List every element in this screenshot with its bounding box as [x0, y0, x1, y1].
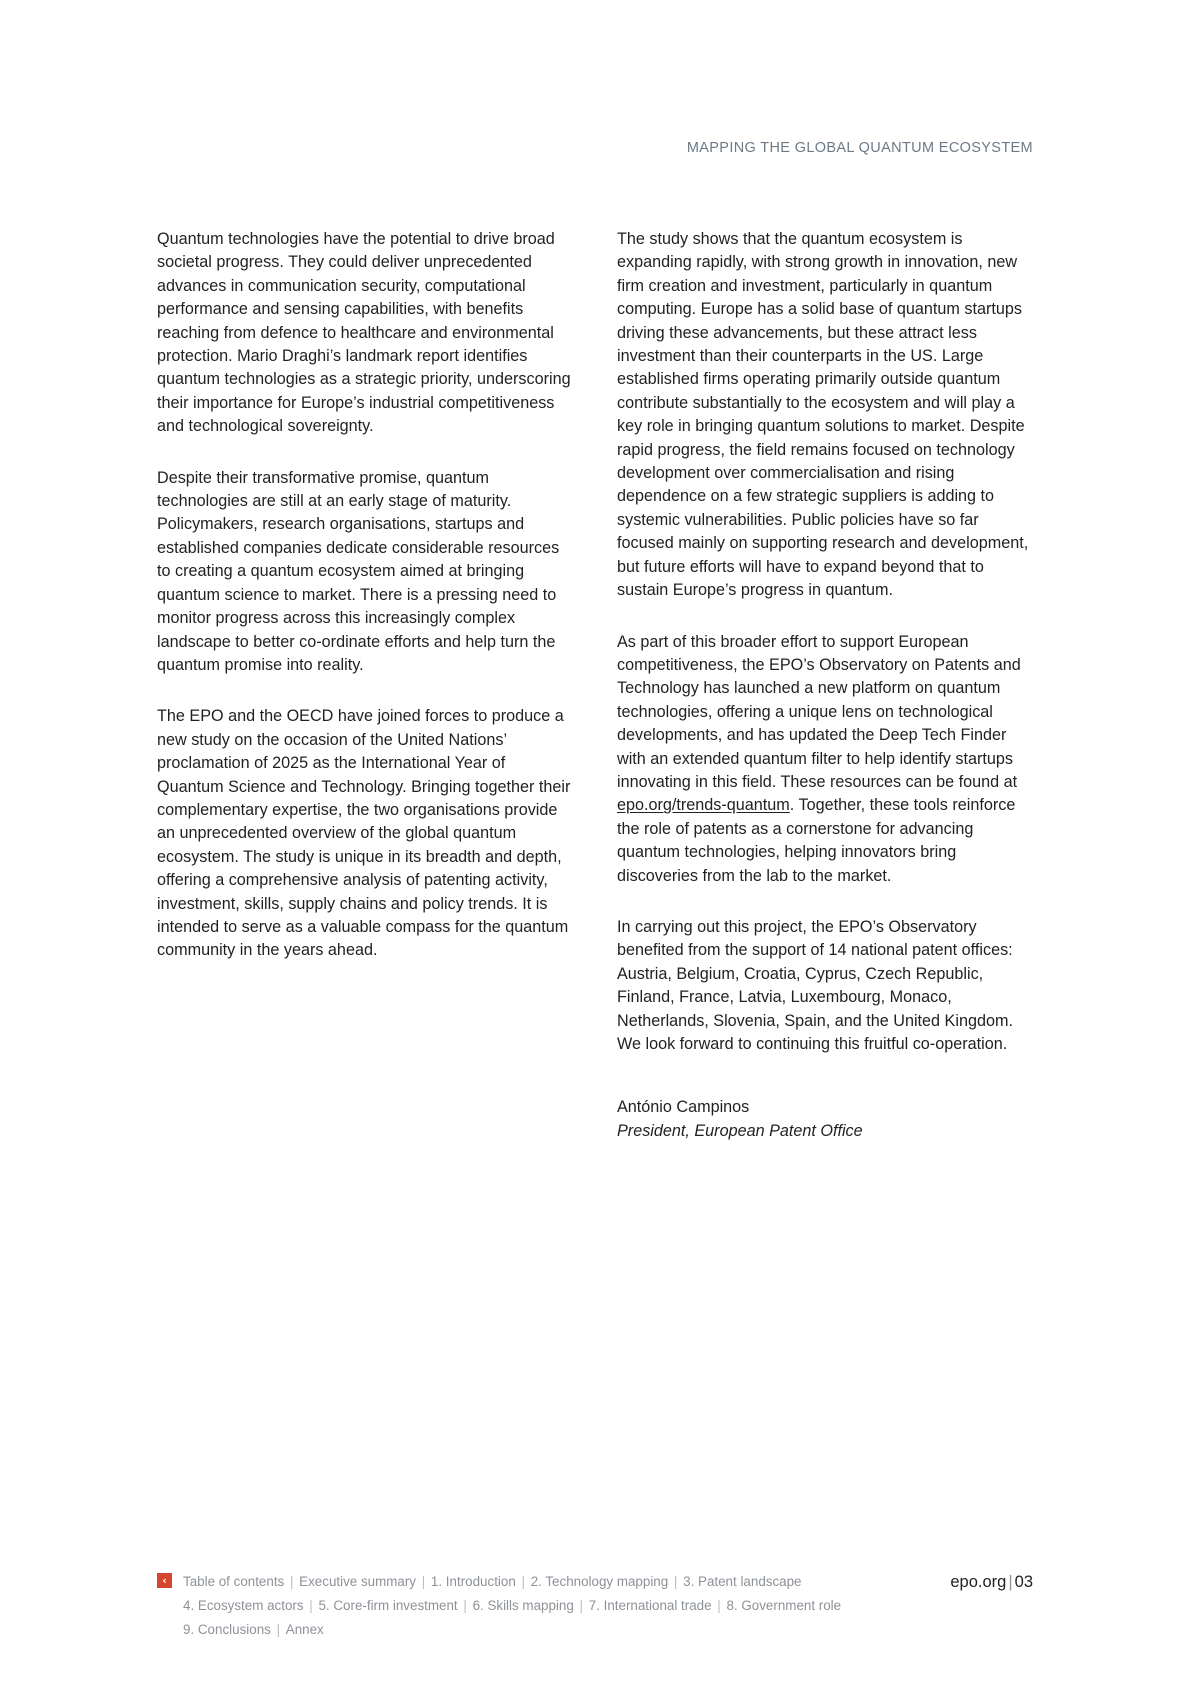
footer-nav-separator: | [305, 1598, 317, 1613]
footer-nav-separator: | [670, 1574, 682, 1589]
footer-nav-separator: | [272, 1622, 284, 1637]
body-columns [157, 228, 1033, 1143]
paragraph-text-after-link: . Together, these tools reinforce the role of patents as a cornerstone for advancing quantum technologies, helping innovators bring discoveries from the lab to the market. [617, 796, 1016, 885]
page-number: 03 [1014, 1573, 1033, 1591]
paragraph: Quantum technologies have the potential to drive broad societal progress. They could deliver unprecedented advances in communication security, computational performance and sensing capabilities, with benefits reaching from defence to healthcare and environmental protection. Mario Draghi’s landmark report identifies quantum technologies as a strategic priority, underscoring their importance for Europe’s industrial competitiveness and technological sovereignty. [157, 230, 571, 436]
footer-nav-item[interactable]: 4. Ecosystem actors [183, 1598, 304, 1613]
footer-nav-item[interactable]: 2. Technology mapping [530, 1574, 669, 1589]
paragraph: The study shows that the quantum ecosystem is expanding rapidly, with strong growth in innovation, new firm creation and investment, particularly in quantum computing. Europe has a solid base of quantum startups driving these advancements, but these attract less investment than their counterparts in the US. Large established firms operating primarily outside quantum contribute substantially to the ecosystem and will play a key role in bringing quantum solutions to market. Despite rapid progress, the field remains focused on technology development over commercialisation and rising dependence on a few strategic suppliers is adding to systemic vulnerabilities. Public policies have so far focused mainly on supporting research and development, but future efforts will have to expand beyond that to sustain Europe’s progress in quantum. [617, 230, 1029, 600]
footer-nav-item[interactable]: Annex [285, 1622, 324, 1637]
footer-meta [950, 1570, 1033, 1594]
footer-nav-item[interactable]: 7. International trade [588, 1598, 712, 1613]
running-header-title: MAPPING THE GLOBAL QUANTUM ECOSYSTEM [686, 140, 1033, 156]
chevron-left-icon[interactable]: ‹ [157, 1573, 172, 1588]
footer-nav-line-3 [157, 1618, 917, 1642]
left-column [157, 228, 573, 1143]
footer-nav-separator: | [418, 1574, 429, 1589]
page-footer [157, 1570, 1033, 1650]
footer-nav-separator: | [517, 1574, 529, 1589]
signature-block [617, 1096, 1033, 1143]
footer-nav-item[interactable]: 6. Skills mapping [472, 1598, 574, 1613]
footer-nav-line-2 [157, 1594, 917, 1618]
footer-nav-item[interactable]: 3. Patent landscape [683, 1574, 802, 1589]
footer-nav-line-1 [157, 1570, 917, 1594]
paragraph-text-before-link: As part of this broader effort to support European competitiveness, the EPO’s Observatory on Patents and Technology has launched a new platform on quantum technologies, offering a unique lens on technological developments, and has updated the Deep Tech Finder with an extended quantum filter to help identify startups innovating in this field. These resources can be found at [617, 632, 1021, 791]
footer-nav-separator: | [286, 1574, 298, 1589]
paragraph: Despite their transformative promise, quantum technologies are still at an early stage of maturity. Policymakers, research organisations, startups and established companies dedicate considerable resources to creating a quantum ecosystem aimed at bringing quantum science to market. There is a pressing need to monitor progress across this increasingly complex landscape to better co-ordinate efforts and help turn the quantum promise into reality. [157, 468, 560, 674]
footer-site[interactable]: epo.org [950, 1573, 1007, 1591]
footer-navigation [157, 1570, 917, 1642]
footer-nav-item[interactable]: 1. Introduction [430, 1574, 516, 1589]
paragraph-with-link [617, 631, 1033, 888]
epo-trends-quantum-link[interactable]: epo.org/trends-quantum [617, 796, 790, 815]
signature-name: António Campinos [617, 1098, 750, 1117]
signature-role: President, European Patent Office [617, 1121, 863, 1140]
footer-nav-item[interactable]: 5. Core-firm investment [318, 1598, 458, 1613]
paragraph: The EPO and the OECD have joined forces to produce a new study on the occasion of the United Nations’ proclamation of 2025 as the International Year of Quantum Science and Technology. Bringing together their complementary expertise, the two organisations provide an unprecedented overview of the global quantum ecosystem. The study is unique in its breadth and depth, offering a comprehensive analysis of patenting activity, investment, skills, supply chains and policy trends. It is intended to serve as a valuable compass for the quantum community in the years ahead. [157, 707, 571, 960]
footer-nav-separator: | [713, 1598, 725, 1613]
footer-nav-item[interactable]: 9. Conclusions [183, 1622, 271, 1637]
footer-nav-separator: | [459, 1598, 471, 1613]
footer-nav-item[interactable]: Executive summary [299, 1574, 416, 1589]
paragraph: In carrying out this project, the EPO’s Observatory benefited from the support of 14 national patent offices: Austria, Belgium, Croatia, Cyprus, Czech Republic, Finland, France, Latvia, Luxembourg, Monaco, Netherlands, Slovenia, Spain, and the United Kingdom. We look forward to continuing this fruitful co-operation. [617, 917, 1013, 1053]
footer-meta-separator: | [1008, 1573, 1013, 1591]
footer-nav-item[interactable]: 8. Government role [726, 1598, 842, 1613]
footer-nav-separator: | [575, 1598, 587, 1613]
footer-nav-item[interactable]: Table of contents [183, 1574, 285, 1589]
right-column [617, 228, 1033, 1143]
